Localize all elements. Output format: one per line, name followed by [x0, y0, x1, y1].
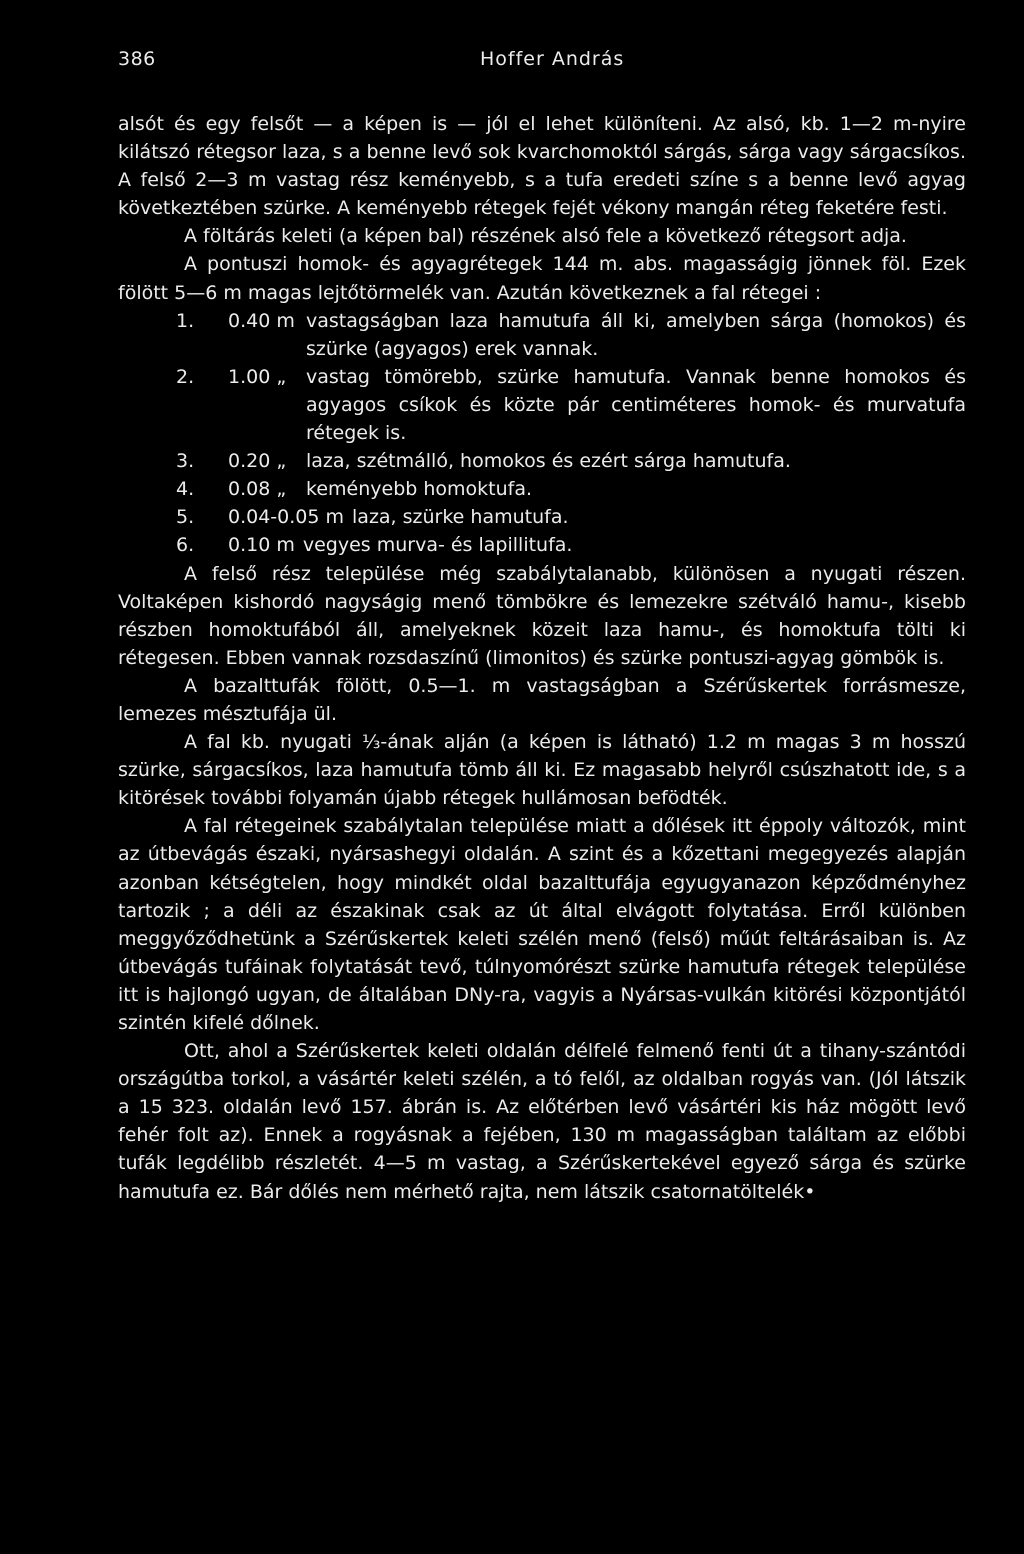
- layer-description: laza, szétmálló, homokos és ezért sárga hamutufa.: [306, 450, 791, 473]
- layer-description: keményebb homoktufa.: [306, 478, 533, 501]
- paragraph: A bazalttufák fölött, 0.5—1. m vastagságban a Szérűskertek forrásmesze, lemezes mésztufája ül.: [118, 674, 966, 725]
- paragraph: A fal kb. nyugati ⅓-ának alján (a képen is látható) 1.2 m magas 3 m hosszú szürke, sárgacsíkos, laza hamutufa tömb áll ki. Ez magasabb helyről csúszhatott ide, s a kitörések további folyamán újabb rétegek hullámosan befödték.: [118, 731, 966, 810]
- layer-thickness: 0.40 m: [228, 309, 295, 332]
- layer-number: 6.: [176, 534, 195, 557]
- list-item: [118, 531, 966, 559]
- layer-description: laza, szürke hamutufa.: [352, 506, 569, 529]
- layer-number: 1.: [176, 309, 195, 332]
- paragraph: A pontuszi homok- és agyagrétegek 144 m. abs. magasságig jönnek föl. Ezek fölött 5—6 m magas lejtőtörmelék van. Azután következnek a fal rétegei :: [118, 253, 966, 304]
- layer-thickness: 0.08 „: [228, 478, 287, 501]
- list-item: [118, 475, 966, 503]
- layer-description: vastag tömörebb, szürke hamutufa. Vannak benne homokos és agyagos csíkok és közte pár centiméteres homok- és murvatufa rétegek is.: [306, 365, 966, 445]
- paragraph: A felső rész települése még szabálytalanabb, különösen a nyugati részen. Voltaképen kishordó nagyságig menő tömbökre és lemezekre szétváló hamu-, kisebb részben homoktufából áll, amelyeknek közeit laza hamu-, és homoktufa tölti ki rétegesen. Ebben vannak rozsdaszínű (limonitos) és szürke pontuszi-agyag gömbök is.: [118, 562, 966, 669]
- layer-number: 5.: [176, 506, 195, 529]
- layer-number: 3.: [176, 450, 195, 473]
- running-title: Hoffer András: [480, 48, 625, 70]
- layer-list: [118, 307, 966, 560]
- list-item: [118, 447, 966, 475]
- paragraph: Ott, ahol a Szérűskertek keleti oldalán délfelé felmenő fenti út a tihany-szántódi országútba torkol, a vásártér keleti szélén, a tó felől, az oldalban rogyás van. (Jól látszik a 15 323. oldalán levő 157. ábrán is. Az előtérben levő vásártéri kis ház mögött levő fehér folt az). Ennek a rogyásnak a fejében, 130 m magasságban találtam az előbbi tufák legdélibb részletét. 4—5 m vastag, a Szérűskertekével egyező sárga és szürke hamutufa ez. Bár dőlés nem mérhető rajta, nem látszik csatornatöltelék•: [118, 1040, 966, 1203]
- list-item: [118, 363, 966, 447]
- layer-thickness: 0.04-0.05 m: [228, 506, 345, 529]
- layer-number: 4.: [176, 478, 195, 501]
- paragraph: alsót és egy felsőt — a képen is — jól el lehet különíteni. Az alsó, kb. 1—2 m-nyire kilátszó rétegsor laza, s a benne levő sok kvarchomoktól sárgás, sárga vagy sárgacsíkos. A felső 2—3 m vastag rész keményebb, s a tufa eredeti színe s a benne levő agyag következtében szürke. A keményebb rétegek fejét vékony mangán réteg feketére festi.: [118, 113, 966, 220]
- paragraph: A föltárás keleti (a képen bal) részének alsó fele a következő rétegsort adja.: [184, 225, 907, 248]
- page-body: [118, 110, 966, 1206]
- layer-description: vegyes murva- és lapillitufa.: [302, 534, 573, 557]
- layer-number: 2.: [176, 365, 195, 388]
- layer-thickness: 0.10 m: [228, 534, 295, 557]
- paragraph: A fal rétegeinek szabálytalan települése miatt a dőlések itt éppoly változók, mint az útbevágás északi, nyársashegyi oldalán. A szint és a kőzettani megegyezés alapján azonban kétségtelen, hogy mindkét oldal bazalttufája egyugyanazon képződményhez tartozik ; a déli az északinak csak az út által elvágott folytatása. Erről különben meggyőződhetünk a Szérűskertek keleti szélén menő (felső) műút feltárásaiban is. Az útbevágás tufáinak folytatását tevő, túlnyomórészt szürke hamutufa rétegek települése itt is hajlongó ugyan, de általában DNy-ra, vagyis a Nyársas-vulkán kitörési központjától szintén kifelé dőlnek.: [118, 815, 966, 1034]
- page-number: 386: [118, 48, 156, 70]
- list-item: [118, 503, 966, 531]
- layer-thickness: 1.00 „: [228, 365, 287, 388]
- layer-description: vastagságban laza hamutufa áll ki, amelyben sárga (homokos) és szürke (agyagos) erek vannak.: [306, 309, 966, 360]
- layer-thickness: 0.20 „: [228, 450, 287, 473]
- page-header: [118, 48, 966, 74]
- list-item: [118, 307, 966, 363]
